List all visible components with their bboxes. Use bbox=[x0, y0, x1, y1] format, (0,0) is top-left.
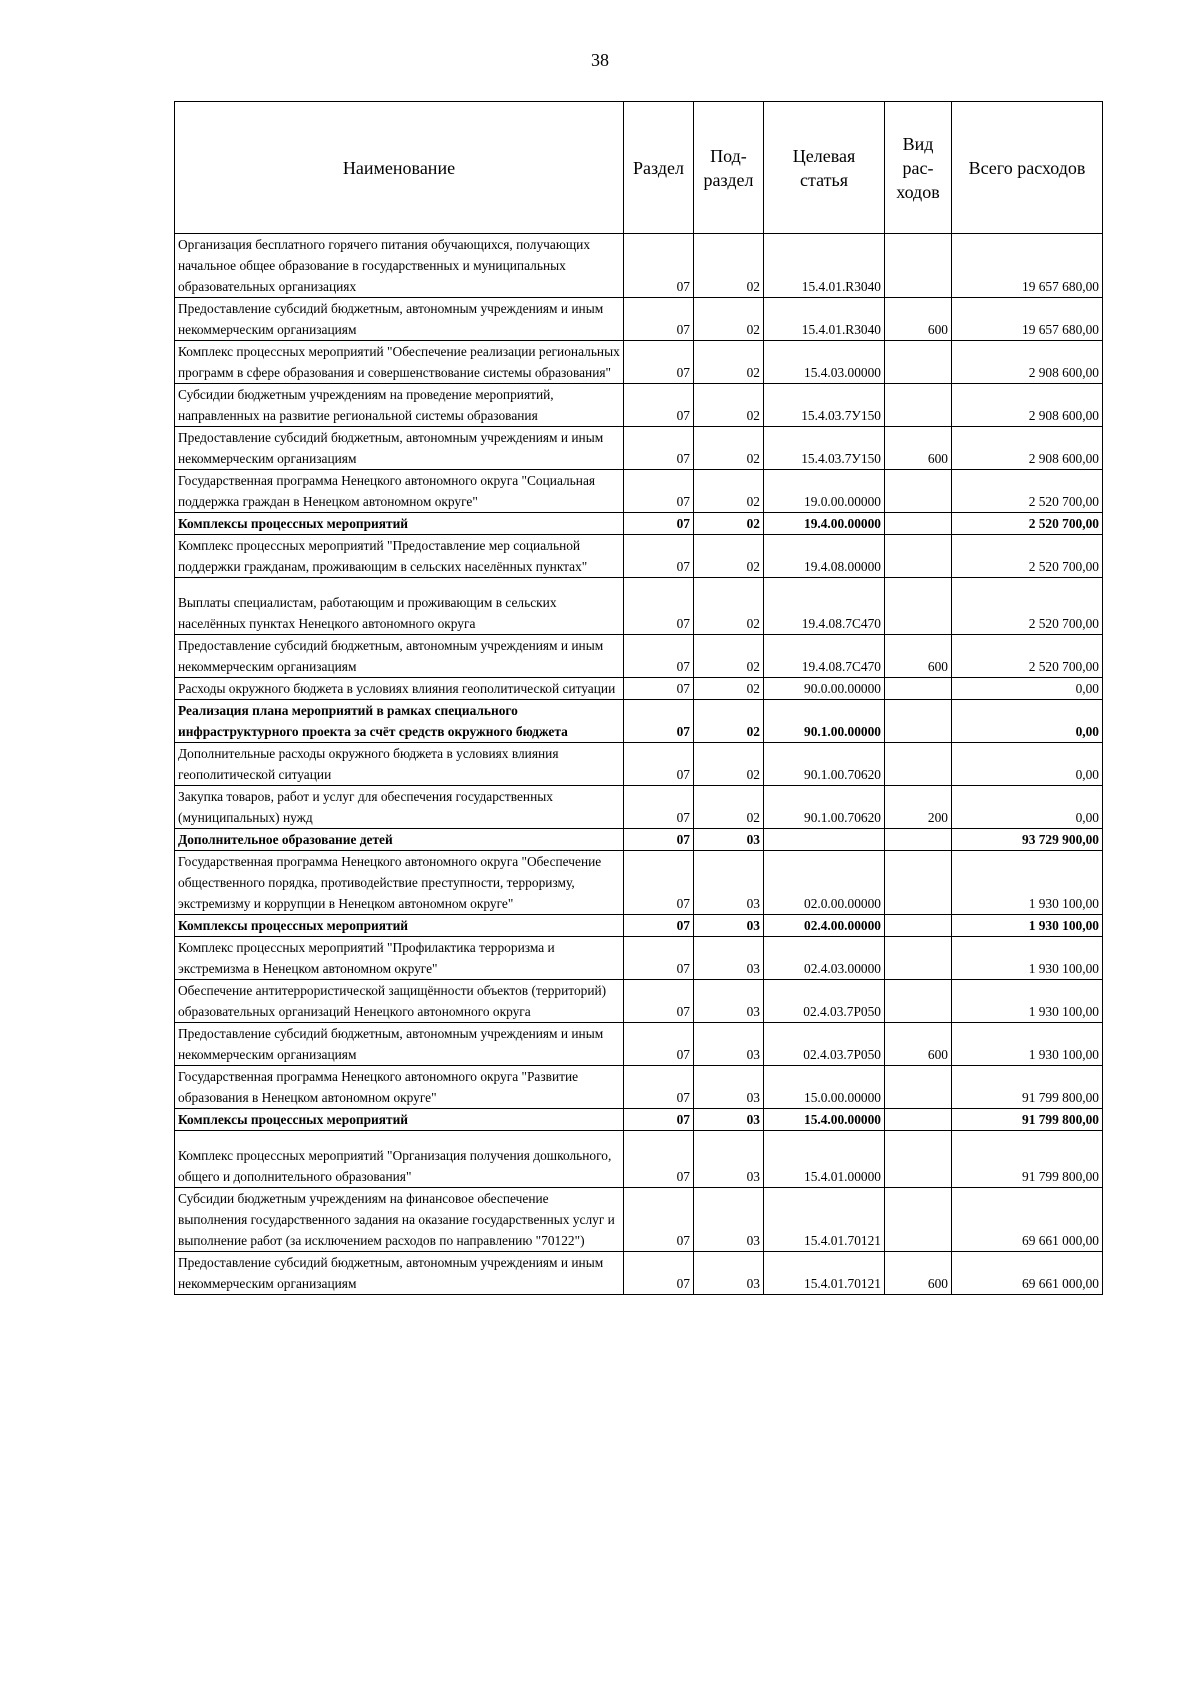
cell-name: Комплекс процессных мероприятий "Организация получения дошкольного, общего и дополнительного образования" bbox=[175, 1131, 624, 1188]
cell-target-item: 15.4.01.70121 bbox=[764, 1252, 885, 1295]
cell-expense-type bbox=[885, 1109, 952, 1131]
header-section: Раздел bbox=[624, 102, 694, 234]
cell-section: 07 bbox=[624, 341, 694, 384]
cell-subsection: 03 bbox=[694, 937, 764, 980]
table-row bbox=[175, 1252, 1103, 1295]
cell-target-item: 02.4.03.7Р050 bbox=[764, 1023, 885, 1066]
cell-expense-type bbox=[885, 851, 952, 915]
cell-expense-type bbox=[885, 234, 952, 298]
table-row bbox=[175, 786, 1103, 829]
cell-expense-type bbox=[885, 937, 952, 980]
cell-subsection: 02 bbox=[694, 700, 764, 743]
cell-total: 2 520 700,00 bbox=[952, 635, 1103, 678]
cell-subsection: 02 bbox=[694, 427, 764, 470]
cell-total: 2 908 600,00 bbox=[952, 427, 1103, 470]
table-row bbox=[175, 1109, 1103, 1131]
cell-target-item: 15.4.00.00000 bbox=[764, 1109, 885, 1131]
cell-name: Комплексы процессных мероприятий bbox=[175, 915, 624, 937]
cell-total: 69 661 000,00 bbox=[952, 1252, 1103, 1295]
cell-target-item: 90.1.00.70620 bbox=[764, 743, 885, 786]
cell-name: Предоставление субсидий бюджетным, автономным учреждениям и иным некоммерческим организациям bbox=[175, 427, 624, 470]
cell-target-item: 02.4.00.00000 bbox=[764, 915, 885, 937]
cell-expense-type bbox=[885, 915, 952, 937]
cell-target-item: 90.1.00.70620 bbox=[764, 786, 885, 829]
cell-target-item: 19.4.08.7С470 bbox=[764, 578, 885, 635]
cell-expense-type bbox=[885, 743, 952, 786]
cell-expense-type bbox=[885, 980, 952, 1023]
cell-expense-type bbox=[885, 341, 952, 384]
cell-name: Закупка товаров, работ и услуг для обеспечения государственных (муниципальных) нужд bbox=[175, 786, 624, 829]
table-row bbox=[175, 427, 1103, 470]
table-row bbox=[175, 384, 1103, 427]
cell-total: 0,00 bbox=[952, 743, 1103, 786]
cell-subsection: 02 bbox=[694, 578, 764, 635]
cell-subsection: 03 bbox=[694, 1252, 764, 1295]
table-row bbox=[175, 937, 1103, 980]
cell-section: 07 bbox=[624, 786, 694, 829]
table-row bbox=[175, 980, 1103, 1023]
cell-subsection: 03 bbox=[694, 829, 764, 851]
cell-target-item bbox=[764, 829, 885, 851]
cell-subsection: 02 bbox=[694, 678, 764, 700]
cell-section: 07 bbox=[624, 743, 694, 786]
table-row bbox=[175, 1188, 1103, 1252]
cell-section: 07 bbox=[624, 980, 694, 1023]
cell-section: 07 bbox=[624, 1188, 694, 1252]
cell-target-item: 15.0.00.00000 bbox=[764, 1066, 885, 1109]
table-row bbox=[175, 535, 1103, 578]
cell-section: 07 bbox=[624, 1109, 694, 1131]
cell-target-item: 19.4.08.7С470 bbox=[764, 635, 885, 678]
cell-total: 1 930 100,00 bbox=[952, 915, 1103, 937]
cell-total: 2 520 700,00 bbox=[952, 513, 1103, 535]
cell-name: Выплаты специалистам, работающим и проживающим в сельских населённых пунктах Ненецкого автономного округа bbox=[175, 578, 624, 635]
cell-total: 1 930 100,00 bbox=[952, 980, 1103, 1023]
cell-subsection: 02 bbox=[694, 743, 764, 786]
table-body bbox=[175, 234, 1103, 1295]
cell-target-item: 02.4.03.7Р050 bbox=[764, 980, 885, 1023]
cell-expense-type bbox=[885, 829, 952, 851]
table-row bbox=[175, 851, 1103, 915]
table-row bbox=[175, 635, 1103, 678]
cell-subsection: 02 bbox=[694, 234, 764, 298]
cell-expense-type bbox=[885, 678, 952, 700]
cell-subsection: 02 bbox=[694, 384, 764, 427]
cell-name: Комплекс процессных мероприятий "Предоставление мер социальной поддержки гражданам, проживающим в сельских населённых пунктах" bbox=[175, 535, 624, 578]
cell-total: 19 657 680,00 bbox=[952, 298, 1103, 341]
cell-name: Предоставление субсидий бюджетным, автономным учреждениям и иным некоммерческим организациям bbox=[175, 298, 624, 341]
cell-total: 2 908 600,00 bbox=[952, 341, 1103, 384]
cell-section: 07 bbox=[624, 298, 694, 341]
cell-name: Государственная программа Ненецкого автономного округа "Обеспечение общественного порядка, противодействие преступности, терроризму, экстремизму и коррупции в Ненецком автономном округе" bbox=[175, 851, 624, 915]
cell-section: 07 bbox=[624, 1252, 694, 1295]
cell-name: Комплексы процессных мероприятий bbox=[175, 513, 624, 535]
cell-name: Комплекс процессных мероприятий "Профилактика терроризма и экстремизма в Ненецком автономном округе" bbox=[175, 937, 624, 980]
cell-expense-type: 600 bbox=[885, 427, 952, 470]
header-expense-type: Вид рас-ходов bbox=[885, 102, 952, 234]
cell-target-item: 02.4.03.00000 bbox=[764, 937, 885, 980]
cell-name: Субсидии бюджетным учреждениям на финансовое обеспечение выполнения государственного задания на оказание государственных услуг и выполнение работ (за исключением расходов по направлению "70122") bbox=[175, 1188, 624, 1252]
cell-name: Предоставление субсидий бюджетным, автономным учреждениям и иным некоммерческим организациям bbox=[175, 1252, 624, 1295]
cell-total: 93 729 900,00 bbox=[952, 829, 1103, 851]
cell-target-item: 15.4.03.7У150 bbox=[764, 427, 885, 470]
cell-total: 2 520 700,00 bbox=[952, 535, 1103, 578]
cell-expense-type bbox=[885, 1188, 952, 1252]
cell-section: 07 bbox=[624, 1023, 694, 1066]
cell-subsection: 02 bbox=[694, 470, 764, 513]
cell-expense-type: 600 bbox=[885, 635, 952, 678]
cell-total: 19 657 680,00 bbox=[952, 234, 1103, 298]
cell-target-item: 15.4.01.00000 bbox=[764, 1131, 885, 1188]
cell-section: 07 bbox=[624, 851, 694, 915]
cell-section: 07 bbox=[624, 513, 694, 535]
cell-expense-type: 600 bbox=[885, 1252, 952, 1295]
cell-subsection: 03 bbox=[694, 915, 764, 937]
cell-expense-type bbox=[885, 578, 952, 635]
cell-expense-type bbox=[885, 513, 952, 535]
cell-total: 69 661 000,00 bbox=[952, 1188, 1103, 1252]
table-row bbox=[175, 578, 1103, 635]
cell-name: Субсидии бюджетным учреждениям на проведение мероприятий, направленных на развитие региональной системы образования bbox=[175, 384, 624, 427]
cell-total: 0,00 bbox=[952, 700, 1103, 743]
cell-name: Предоставление субсидий бюджетным, автономным учреждениям и иным некоммерческим организациям bbox=[175, 635, 624, 678]
cell-total: 2 520 700,00 bbox=[952, 470, 1103, 513]
header-subsection: Под-раздел bbox=[694, 102, 764, 234]
cell-total: 91 799 800,00 bbox=[952, 1066, 1103, 1109]
cell-target-item: 90.0.00.00000 bbox=[764, 678, 885, 700]
table-row bbox=[175, 915, 1103, 937]
cell-name: Организация бесплатного горячего питания обучающихся, получающих начальное общее образование в государственных и муниципальных образовательных организациях bbox=[175, 234, 624, 298]
cell-total: 2 520 700,00 bbox=[952, 578, 1103, 635]
table-row bbox=[175, 700, 1103, 743]
cell-section: 07 bbox=[624, 384, 694, 427]
header-target-item: Целевая статья bbox=[764, 102, 885, 234]
cell-subsection: 03 bbox=[694, 1131, 764, 1188]
cell-total: 1 930 100,00 bbox=[952, 1023, 1103, 1066]
cell-subsection: 03 bbox=[694, 1066, 764, 1109]
cell-expense-type bbox=[885, 384, 952, 427]
cell-section: 07 bbox=[624, 234, 694, 298]
cell-expense-type: 600 bbox=[885, 1023, 952, 1066]
cell-subsection: 02 bbox=[694, 513, 764, 535]
table-row bbox=[175, 513, 1103, 535]
cell-subsection: 02 bbox=[694, 786, 764, 829]
cell-target-item: 19.4.08.00000 bbox=[764, 535, 885, 578]
cell-expense-type bbox=[885, 470, 952, 513]
cell-section: 07 bbox=[624, 937, 694, 980]
table-row bbox=[175, 678, 1103, 700]
cell-target-item: 90.1.00.00000 bbox=[764, 700, 885, 743]
cell-target-item: 15.4.01.70121 bbox=[764, 1188, 885, 1252]
cell-name: Дополнительные расходы окружного бюджета в условиях влияния геополитической ситуации bbox=[175, 743, 624, 786]
cell-expense-type bbox=[885, 1131, 952, 1188]
table-row bbox=[175, 743, 1103, 786]
table-header bbox=[175, 102, 1103, 234]
table-row bbox=[175, 1023, 1103, 1066]
cell-expense-type: 200 bbox=[885, 786, 952, 829]
cell-section: 07 bbox=[624, 427, 694, 470]
page-number: 38 bbox=[591, 50, 609, 70]
cell-target-item: 19.4.00.00000 bbox=[764, 513, 885, 535]
table-row bbox=[175, 1066, 1103, 1109]
cell-subsection: 03 bbox=[694, 1109, 764, 1131]
table-row bbox=[175, 470, 1103, 513]
cell-section: 07 bbox=[624, 829, 694, 851]
cell-subsection: 02 bbox=[694, 535, 764, 578]
cell-total: 1 930 100,00 bbox=[952, 937, 1103, 980]
cell-subsection: 03 bbox=[694, 851, 764, 915]
cell-section: 07 bbox=[624, 470, 694, 513]
cell-expense-type bbox=[885, 535, 952, 578]
cell-name: Расходы окружного бюджета в условиях влияния геополитической ситуации bbox=[175, 678, 624, 700]
cell-subsection: 03 bbox=[694, 1188, 764, 1252]
header-name: Наименование bbox=[175, 102, 624, 234]
cell-section: 07 bbox=[624, 700, 694, 743]
cell-target-item: 15.4.01.R3040 bbox=[764, 298, 885, 341]
cell-name: Предоставление субсидий бюджетным, автономным учреждениям и иным некоммерческим организациям bbox=[175, 1023, 624, 1066]
cell-total: 2 908 600,00 bbox=[952, 384, 1103, 427]
cell-subsection: 03 bbox=[694, 980, 764, 1023]
cell-target-item: 19.0.00.00000 bbox=[764, 470, 885, 513]
cell-total: 91 799 800,00 bbox=[952, 1109, 1103, 1131]
cell-target-item: 02.0.00.00000 bbox=[764, 851, 885, 915]
table-row bbox=[175, 829, 1103, 851]
header-total: Всего расходов bbox=[952, 102, 1103, 234]
cell-name: Обеспечение антитеррористической защищённости объектов (территорий) образовательных организаций Ненецкого автономного округа bbox=[175, 980, 624, 1023]
cell-subsection: 02 bbox=[694, 635, 764, 678]
cell-section: 07 bbox=[624, 1066, 694, 1109]
cell-subsection: 02 bbox=[694, 298, 764, 341]
cell-total: 0,00 bbox=[952, 678, 1103, 700]
cell-target-item: 15.4.01.R3040 bbox=[764, 234, 885, 298]
table-row bbox=[175, 298, 1103, 341]
cell-section: 07 bbox=[624, 535, 694, 578]
table-row bbox=[175, 234, 1103, 298]
cell-subsection: 02 bbox=[694, 341, 764, 384]
cell-section: 07 bbox=[624, 915, 694, 937]
cell-name: Государственная программа Ненецкого автономного округа "Развитие образования в Ненецком автономном округе" bbox=[175, 1066, 624, 1109]
cell-name: Комплексы процессных мероприятий bbox=[175, 1109, 624, 1131]
cell-subsection: 03 bbox=[694, 1023, 764, 1066]
cell-section: 07 bbox=[624, 1131, 694, 1188]
cell-section: 07 bbox=[624, 635, 694, 678]
cell-total: 0,00 bbox=[952, 786, 1103, 829]
cell-name: Комплекс процессных мероприятий "Обеспечение реализации региональных программ в сфере образования и совершенствование системы образования" bbox=[175, 341, 624, 384]
cell-section: 07 bbox=[624, 578, 694, 635]
cell-expense-type: 600 bbox=[885, 298, 952, 341]
cell-expense-type bbox=[885, 700, 952, 743]
cell-name: Дополнительное образование детей bbox=[175, 829, 624, 851]
cell-target-item: 15.4.03.00000 bbox=[764, 341, 885, 384]
cell-name: Реализация плана мероприятий в рамках специального инфраструктурного проекта за счёт средств окружного бюджета bbox=[175, 700, 624, 743]
cell-expense-type bbox=[885, 1066, 952, 1109]
cell-target-item: 15.4.03.7У150 bbox=[764, 384, 885, 427]
cell-total: 1 930 100,00 bbox=[952, 851, 1103, 915]
budget-table bbox=[174, 101, 1103, 1295]
cell-total: 91 799 800,00 bbox=[952, 1131, 1103, 1188]
cell-name: Государственная программа Ненецкого автономного округа "Социальная поддержка граждан в Ненецком автономном округе" bbox=[175, 470, 624, 513]
table-row bbox=[175, 341, 1103, 384]
table-row bbox=[175, 1131, 1103, 1188]
cell-section: 07 bbox=[624, 678, 694, 700]
